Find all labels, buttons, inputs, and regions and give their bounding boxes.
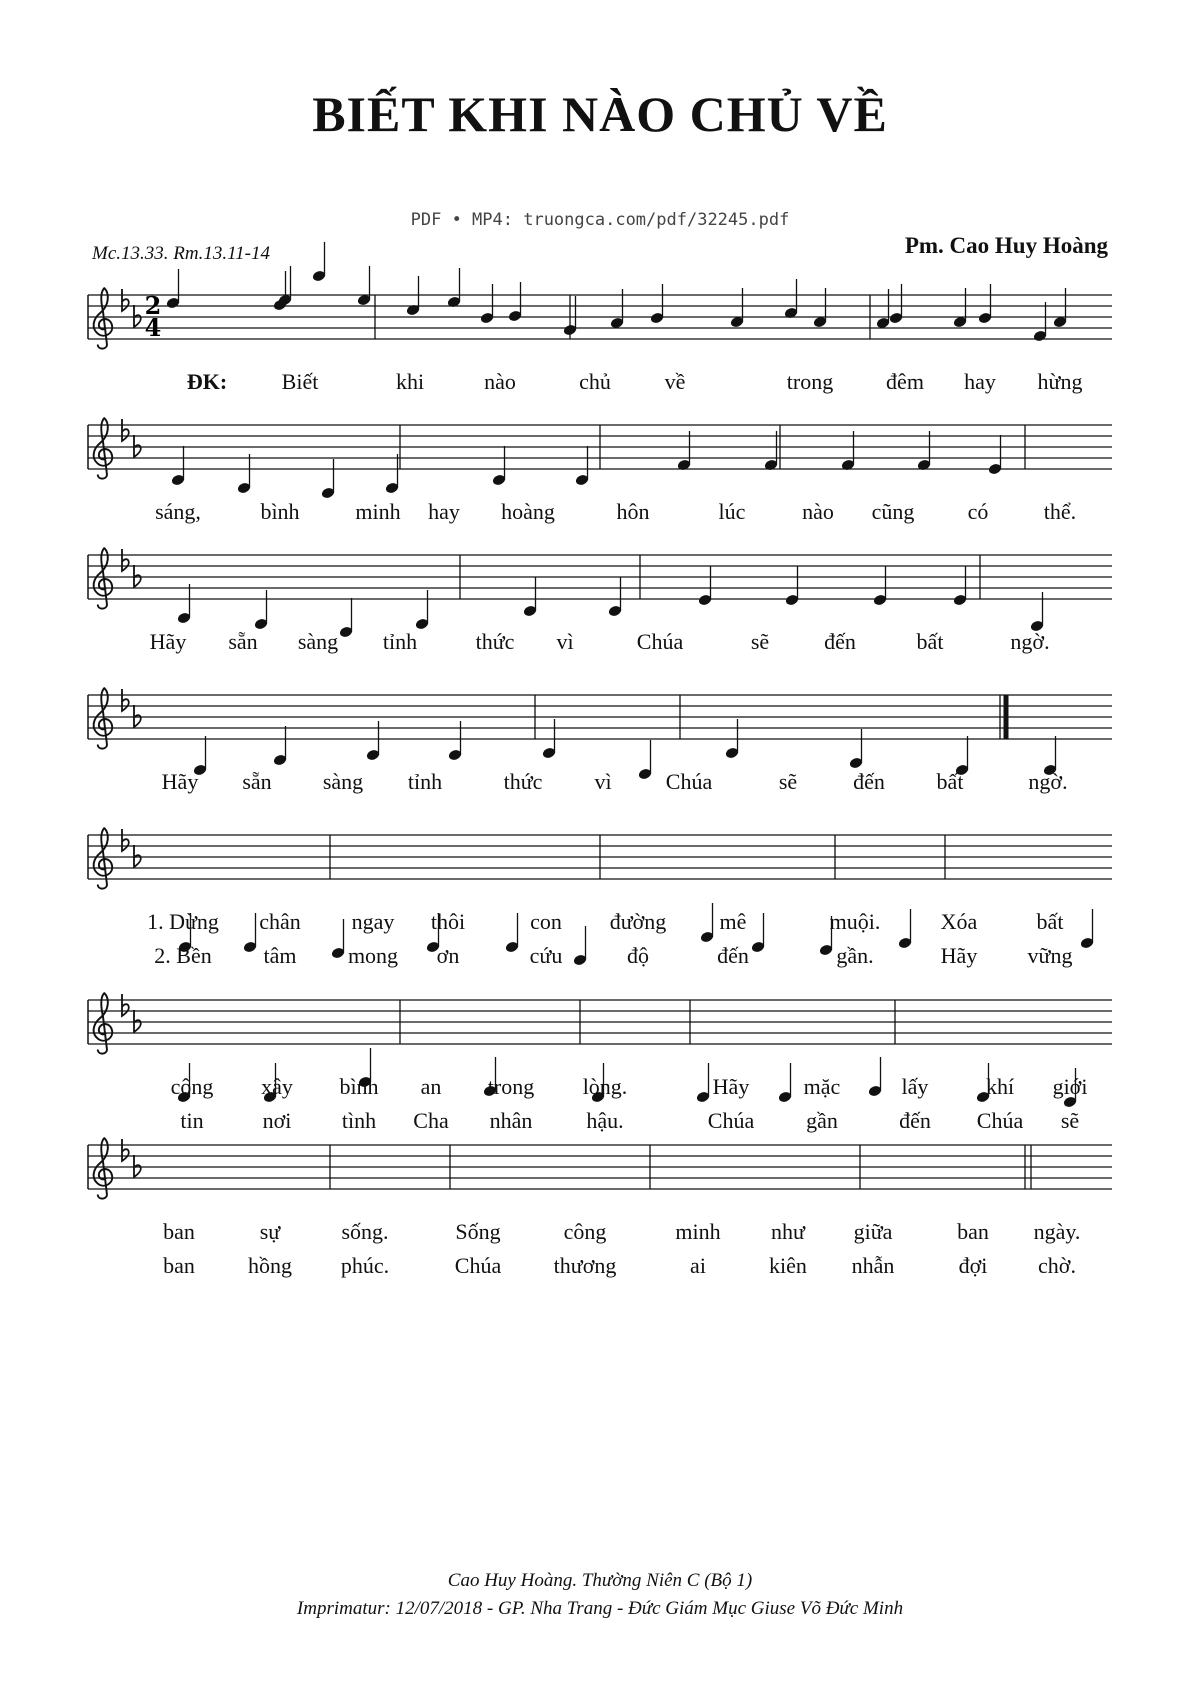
flat-icon [122,994,129,1016]
lyric-syllable: vì [594,769,612,794]
lyric-syllable: đợi [958,1253,988,1278]
staff-system-5 [88,719,1112,889]
lyric-syllable: đến [717,943,749,968]
lyric-syllable: minh [675,1219,721,1244]
lyric-syllable: ngày. [1033,1219,1081,1244]
lyric-syllable: lúc [718,499,746,524]
lyric-syllable: hồng [248,1253,292,1278]
lyric-syllable: công [563,1219,607,1244]
footer-credit: Cao Huy Hoàng. Thường Niên C (Bộ 1) [447,1570,753,1591]
lyric-syllable: sẵn [228,629,258,654]
lyric-syllable: sáng, [155,499,201,524]
lyric-syllable: Chúa [665,769,713,794]
lyric-syllable: ơn [436,943,460,968]
lyric-syllable: thức [503,769,543,794]
lyric-syllable: xây [261,1074,293,1099]
lyric-syllable: hay [428,499,460,524]
lyric-syllable: ai [690,1253,706,1278]
flat-icon [134,705,141,727]
lyric-syllable: muội. [829,909,881,934]
lyric-syllable: ĐK: [186,369,228,394]
lyric-syllable: mặc [803,1074,841,1099]
lyric-syllable: thể. [1043,499,1077,524]
lyric-syllable: ban [957,1219,989,1244]
source-link[interactable]: PDF • MP4: truongca.com/pdf/32245.pdf [410,210,790,230]
lyric-syllable: sàng [297,629,339,654]
flat-icon [134,305,141,327]
lyric-syllable: sẽ [750,629,770,654]
lyric-syllable: Hãy [149,629,187,654]
lyric-syllable: hoàng [501,499,555,524]
flat-icon [134,565,141,587]
lyric-syllable: hay [964,369,996,394]
scripture-reference: Mc.13.33. Rm.13.11-14 [92,243,271,264]
lyric-syllable: nơi [262,1108,292,1133]
lyric-line [0,629,1200,659]
lyric-syllable: chủ [579,369,611,394]
flat-icon [122,1139,129,1161]
lyric-line [0,369,1200,399]
lyric-syllable: giới [1052,1074,1088,1099]
lyric-syllable: thôi [430,909,466,934]
lyric-syllable: chân [259,909,301,934]
flat-icon [134,1010,141,1032]
flat-icon [134,1155,141,1177]
lyric-syllable: Chúa [454,1253,502,1278]
lyric-syllable: đến [824,629,856,654]
flat-icon [122,689,129,711]
lyric-syllable: sự [259,1219,281,1244]
footer-imprimatur: Imprimatur: 12/07/2018 - GP. Nha Trang - Đức Giám Mục Giuse Võ Đức Minh [296,1598,904,1619]
lyric-syllable: sẽ [1060,1108,1080,1133]
lyric-syllable: 1. Dừng [147,909,219,934]
lyric-syllable: Chúa [976,1108,1024,1133]
lyric-syllable: nào [802,499,834,524]
lyric-syllable: nhẫn [851,1253,895,1278]
lyric-syllable: lấy [901,1074,929,1099]
lyric-syllable: sẵn [242,769,272,794]
lyric-syllable: gần [806,1108,838,1133]
lyric-line [0,1074,1200,1104]
lyric-syllable: công [170,1074,214,1099]
flat-icon [122,829,129,851]
lyric-syllable: Hãy [161,769,199,794]
time-signature-digit: 4 [144,313,162,342]
staff-system-1 [88,242,1112,349]
lyric-line [0,1219,1200,1249]
lyric-line [0,499,1200,529]
lyric-syllable: độ [627,943,649,968]
lyric-line [0,909,1200,939]
lyric-line [0,1253,1200,1283]
lyric-syllable: bất [936,769,964,794]
lyric-syllable: ngay [351,909,395,934]
lyric-syllable: Hãy [940,943,978,968]
lyric-syllable: lòng. [582,1074,628,1099]
lyric-syllable: bất [916,629,944,654]
lyric-syllable: khí [985,1074,1015,1099]
song-title: BIẾT KHI NÀO CHỦ VỀ [312,86,888,142]
lyric-syllable: giữa [853,1219,893,1244]
lyric-syllable: vì [556,629,574,654]
lyric-syllable: sàng [322,769,364,794]
lyric-syllable: tỉnh [407,769,443,794]
time-signature-digit: 2 [144,291,162,320]
lyric-syllable: Biết [281,369,319,394]
lyric-syllable: hậu. [586,1108,624,1133]
lyric-syllable: khi [395,369,425,394]
lyric-syllable: hôn [616,499,650,524]
lyric-syllable: con [530,909,562,934]
lyric-syllable: ban [163,1253,195,1278]
lyric-syllable: kiên [769,1253,807,1278]
flat-icon [122,549,129,571]
lyric-line [0,943,1200,973]
lyric-syllable: ngờ. [1028,769,1068,794]
lyric-syllable: gần. [836,943,874,968]
lyric-syllable: Cha [413,1108,449,1133]
lyric-syllable: đến [899,1108,931,1133]
lyric-line [0,769,1200,799]
lyric-syllable: vững [1027,943,1073,968]
lyric-syllable: 2. Bền [154,943,212,968]
lyric-syllable: an [420,1074,442,1099]
lyric-syllable: về [664,369,686,394]
lyric-syllable: sống. [341,1219,389,1244]
lyric-syllable: Chúa [636,629,684,654]
lyric-syllable: đến [853,769,885,794]
flat-icon [122,289,129,311]
lyric-syllable: thương [553,1253,617,1278]
lyric-syllable: ngờ. [1010,629,1050,654]
lyric-syllable: đường [609,909,667,934]
lyric-syllable: nào [484,369,516,394]
lyric-syllable: cứu [529,943,563,968]
lyric-syllable: sẽ [778,769,798,794]
lyric-syllable: bình [339,1074,379,1099]
lyric-syllable: mong [347,943,399,968]
lyric-syllable: tình [341,1108,377,1133]
lyric-syllable: trong [786,369,834,394]
lyric-syllable: như [771,1219,805,1244]
lyric-syllable: tỉnh [382,629,418,654]
lyric-syllable: bất [1036,909,1064,934]
lyric-syllable: phúc. [340,1253,390,1278]
composer: Pm. Cao Huy Hoàng [904,233,1108,258]
lyric-syllable: chờ. [1038,1253,1076,1278]
lyric-syllable: minh [355,499,401,524]
flat-icon [122,419,129,441]
lyric-syllable: nhân [489,1108,533,1133]
lyric-syllable: có [967,499,989,524]
lyric-syllable: cũng [871,499,915,524]
lyric-syllable: tin [180,1108,204,1133]
lyric-line [0,1108,1200,1138]
lyric-syllable: trong [487,1074,535,1099]
lyric-syllable: thức [475,629,515,654]
lyric-syllable: hừng [1037,369,1083,394]
lyric-syllable: Xóa [940,909,978,934]
lyric-syllable: Chúa [707,1108,755,1133]
lyric-syllable: đêm [886,369,924,394]
lyric-syllable: ban [163,1219,195,1244]
flat-icon [134,435,141,457]
lyric-syllable: Hãy [712,1074,750,1099]
lyric-syllable: bình [260,499,300,524]
lyric-syllable: mê [719,909,747,934]
lyric-syllable: tâm [263,943,297,968]
flat-icon [134,845,141,867]
lyric-syllable: Sống [455,1219,501,1244]
